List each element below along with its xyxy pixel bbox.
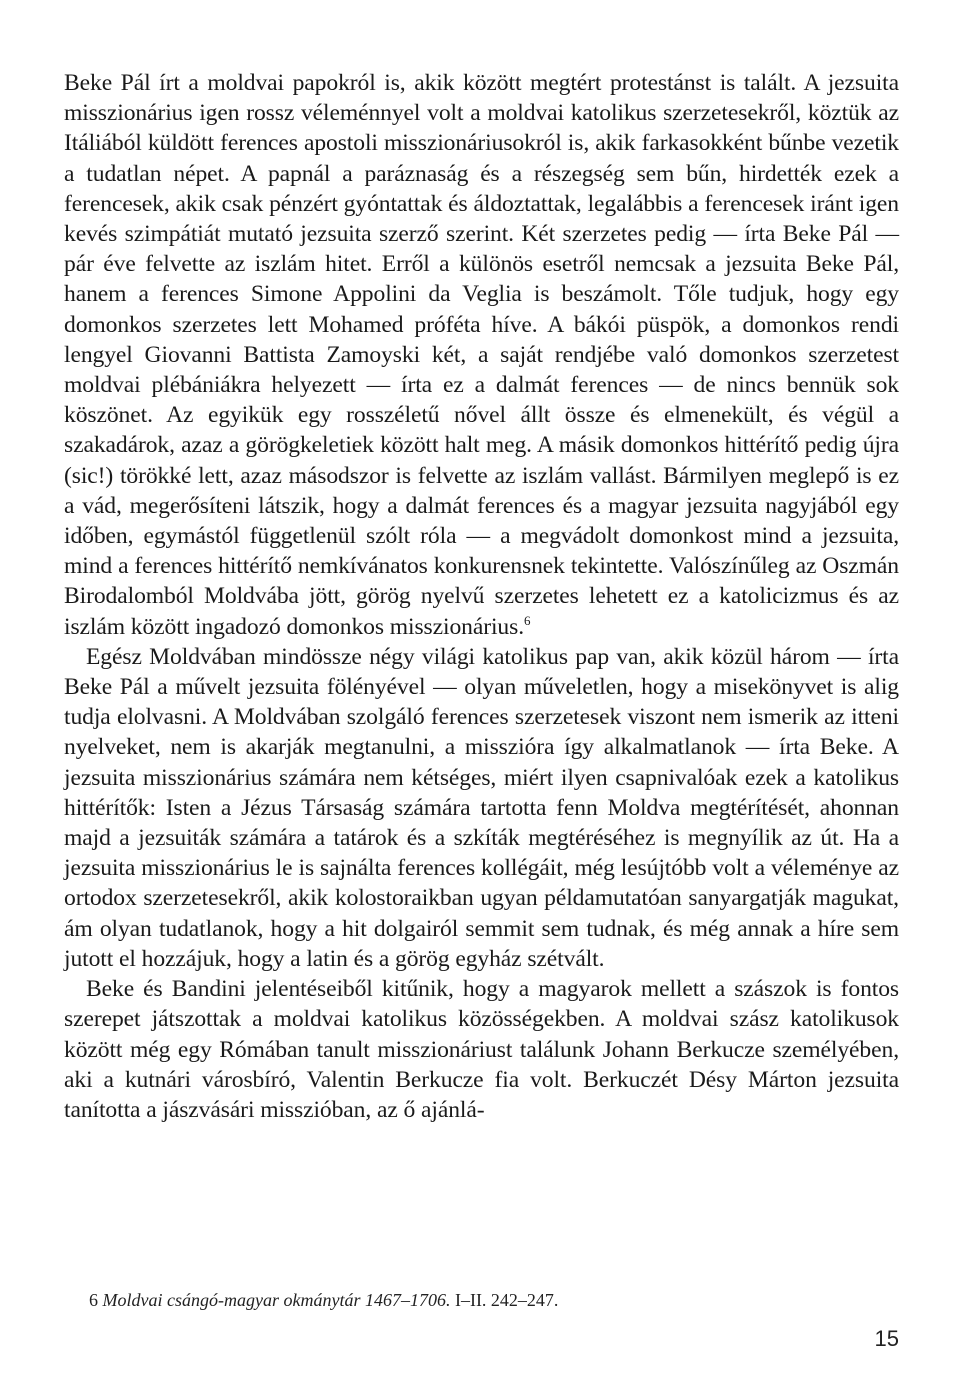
book-page	[64, 68, 899, 1368]
footnote-reference: 6	[524, 612, 531, 628]
footnote	[89, 1288, 558, 1312]
paragraph-1-text: Beke Pál írt a moldvai papokról is, akik között megtért protestánst is talált. A jezsuita misszionárius igen rossz véleménnyel volt a moldvai katolikus szerzetesekről, köztük az Itáliából küldött ferences apostoli misszionáriusokról is, akik farkasokként bűnbe vezetik a tudatlan népet. A papnál a paráznaság és a részegség sem bűn, hirdették ezek a ferencesek, akik csak pénzért gyóntattak és áldoztattak, legalábbis a ferencesek iránt igen kevés szimpátiát mutató jezsuita szerző szerint. Két szerzetes pedig — írta Beke Pál — pár éve felvette az iszlám hitet. Erről a különös esetről nemcsak a jezsuita Beke Pál, hanem a ferences Simone Appolini da Veglia is beszámolt. Tőle tudjuk, hogy egy domonkos szerzetes lett Mohamed próféta híve. A bákói püspök, a domonkos rendi lengyel Giovanni Battista Zamoyski két, a saját rendjébe való domonkos szerzetest moldvai plébániákra helyezett — írta ez a dalmát ferences — de nincs bennük sok köszönet. Az egyikük egy rosszéletű nővel állt össze és elmenekült, és végül a szakadárok, azaz a görögkeletiek között halt meg. A másik domonkos hittérítő pedig újra (sic!) törökké lett, azaz másodszor is felvette az iszlám vallást. Bármilyen meglepő is ez a vád, megerősíteni látszik, hogy a dalmát ferences és a magyar jezsuita nagyjából egy időben, egymástól függetlenül szólt róla — a megvádolt domonkost mind a jezsuita, mind a ferences hittérítő nemkívánatos konkurensnek tekintette. Valószínűleg az Oszmán Birodalomból Moldvába jött, görög nyelvű szerzetes lehetett ez a katolicizmus és az iszlám között ingadozó domonkos misszionárius.	[64, 70, 899, 640]
body-text	[64, 68, 899, 1125]
footnote-number: 6	[89, 1290, 98, 1310]
paragraph-1	[64, 68, 899, 642]
page-number: 15	[874, 1326, 899, 1351]
paragraph-3: Beke és Bandini jelentéseiből kitűnik, hogy a magyarok mellett a szászok is fontos szerepet játszottak a moldvai katolikus közösségekben. A moldvai szász katolikusok között még egy Rómában tanult misszionáriust találunk Johann Berkucze személyében, aki a kutnári városbíró, Valentin Berkucze fia volt. Berkuczét Désy Márton jezsuita tanította a jászvásári misszióban, az ő ajánlá-	[64, 976, 899, 1123]
footnote-pages: I–II. 242–247.	[454, 1290, 559, 1310]
footnote-title: Moldvai csángó-magyar okmánytár 1467–1706.	[102, 1290, 451, 1310]
paragraph-2: Egész Moldvában mindössze négy világi katolikus pap van, akik közül három — írta Beke Pál a művelt jezsuita fölényével — olyan műveletlen, hogy a misekönyvet is alig tudja elolvasni. A Moldvában szolgáló ferences szerzetesek viszont nem ismerik az itteni nyelveket, nem is akarják megtanulni, a misszióra így alkalmatlanok — írta Beke. A jezsuita misszionárius számára nem kétséges, miért ilyen csapnivalóak ezek a katolikus hittérítők: Isten a Jézus Társaság számára tartotta fenn Moldva megtérítését, ahonnan majd a jezsuiták számára a tatárok és a szkíták megtéréséhez is megnyílik az út. Ha a jezsuita misszionárius le is sajnálta ferences kollégáit, még lesújtóbb volt a véleménye az ortodox szerzetesekről, akik kolostoraikban ugyan példamutatóan sanyargatják magukat, ám olyan tudatlanok, hogy a hit dolgairól semmit sem tudnak, és még annak a híre sem jutott el hozzájuk, hogy a latin és a görög egyház szétvált.	[64, 643, 899, 972]
